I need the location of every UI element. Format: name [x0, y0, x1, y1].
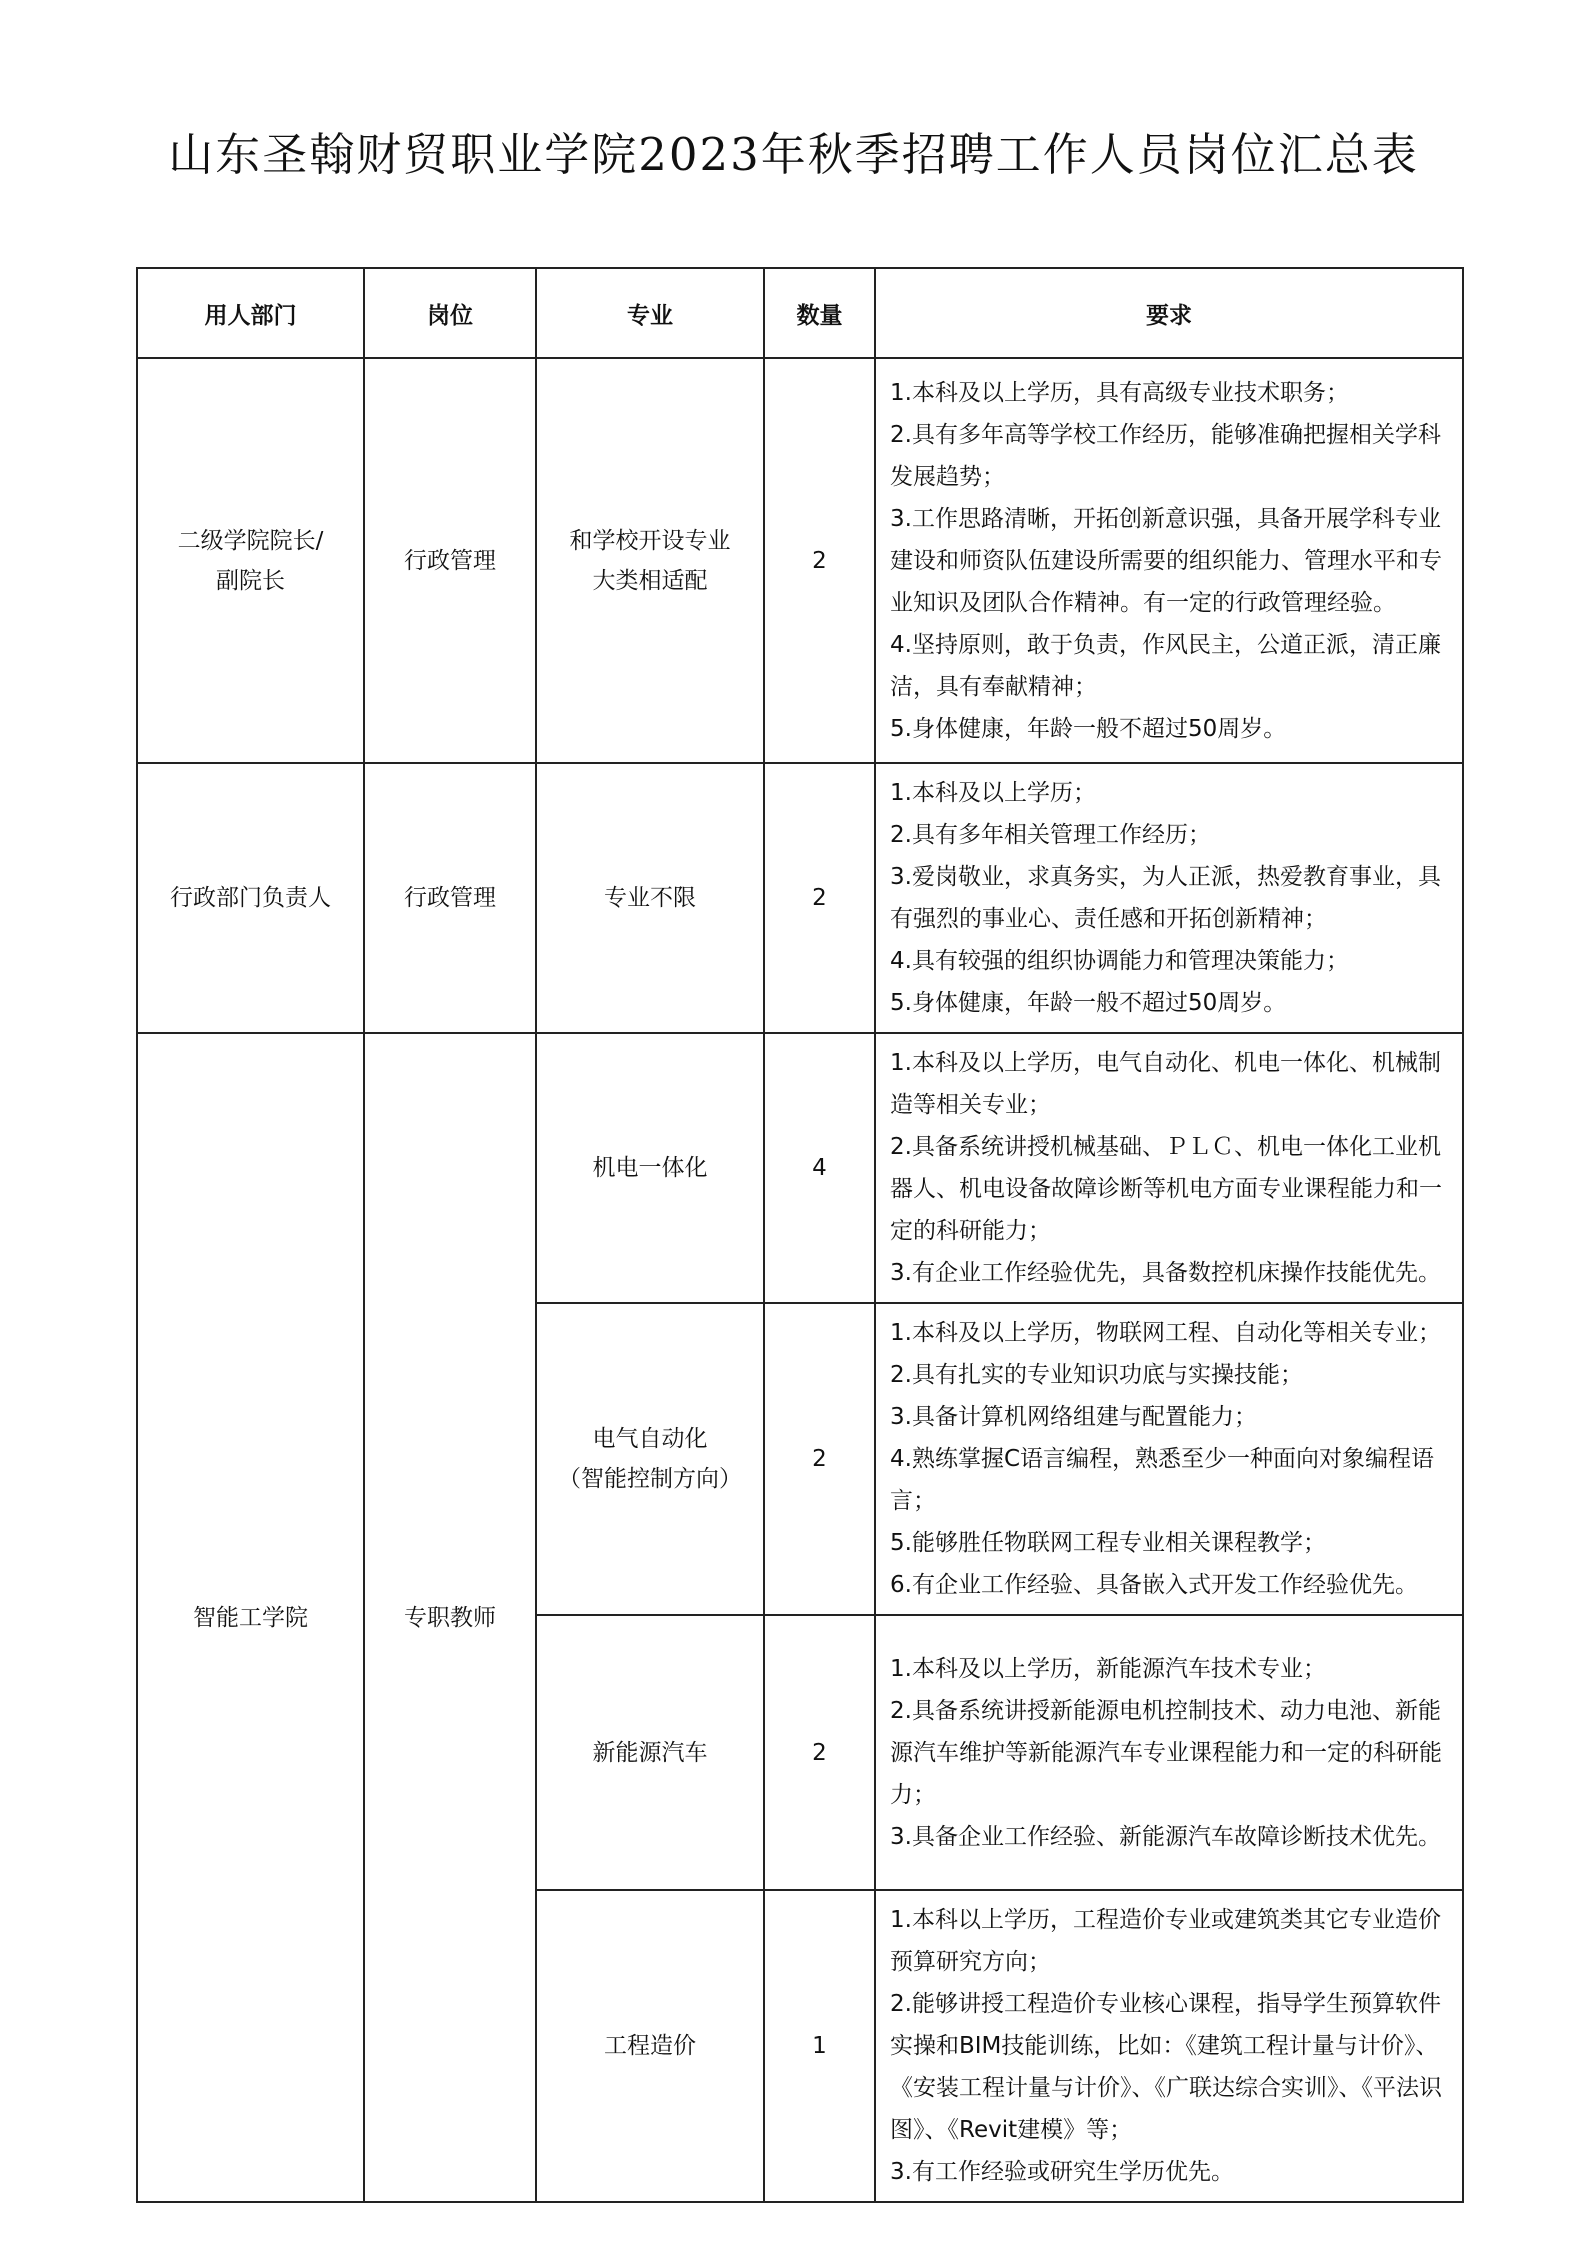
requirement-item: 2.具有多年高等学校工作经历，能够准确把握相关学科发展趋势；	[890, 421, 1441, 490]
major-cell: 新能源汽车	[536, 1615, 764, 1890]
requirement-item: 3.工作思路清晰，开拓创新意识强，具备开展学科专业建设和师资队伍建设所需要的组织能力、管理水平和专业知识及团队合作精神。有一定的行政管理经验。	[890, 505, 1442, 616]
requirement-item: 3.具备计算机网络组建与配置能力；	[890, 1404, 1257, 1430]
major-cell: 电气自动化 （智能控制方向）	[536, 1303, 764, 1615]
requirements-cell	[875, 1033, 1463, 1303]
table-row	[137, 763, 1463, 1033]
major-cell: 工程造价	[536, 1890, 764, 2202]
requirement-item: 5.身体健康，年龄一般不超过50周岁。	[890, 715, 1287, 742]
requirement-item: 2.能够讲授工程造价专业核心课程，指导学生预算软件实操和BIM技能训练，比如：《建筑工程计量与计价》、《安装工程计量与计价》、《广联达综合实训》、《平法识图》、《Revit建模》等；	[890, 1991, 1442, 2143]
requirement-item: 2.具有扎实的专业知识功底与实操技能；	[890, 1362, 1303, 1388]
table-header-row	[137, 268, 1463, 358]
requirement-item: 1.本科及以上学历，电气自动化、机电一体化、机械制造等相关专业；	[890, 1050, 1441, 1118]
major-cell: 机电一体化	[536, 1033, 764, 1303]
requirements-cell	[875, 1615, 1463, 1890]
count-cell: 2	[764, 763, 875, 1033]
requirements-cell	[875, 1890, 1463, 2202]
header-major: 专业	[536, 268, 764, 358]
requirement-item: 4.具有较强的组织协调能力和管理决策能力；	[890, 948, 1349, 974]
count-cell: 4	[764, 1033, 875, 1303]
requirement-item: 3.有企业工作经验优先，具备数控机床操作技能优先。	[890, 1260, 1441, 1286]
requirement-item: 4.坚持原则，敢于负责，作风民主，公道正派，清正廉洁，具有奉献精神；	[890, 631, 1441, 700]
page-title: 山东圣翰财贸职业学院2023年秋季招聘工作人员岗位汇总表	[168, 128, 1419, 181]
position-cell: 专职教师	[364, 1033, 536, 2202]
requirement-item: 1.本科及以上学历，物联网工程、自动化等相关专业；	[890, 1320, 1441, 1346]
requirement-item: 1.本科及以上学历，具有高级专业技术职务；	[890, 379, 1349, 406]
requirement-item: 1.本科及以上学历，新能源汽车技术专业；	[890, 1655, 1326, 1682]
requirement-item: 1.本科以上学历，工程造价专业或建筑类其它专业造价预算研究方向；	[890, 1907, 1441, 1975]
header-department: 用人部门	[137, 268, 364, 358]
count-cell: 2	[764, 1303, 875, 1615]
requirement-item: 2.具备系统讲授机械基础、ＰＬＣ、机电一体化工业机器人、机电设备故障诊断等机电方面专业课程能力和一定的科研能力；	[890, 1134, 1442, 1244]
requirement-item: 3.爱岗敬业，求真务实，为人正派，热爱教育事业，具有强烈的事业心、责任感和开拓创新精神；	[890, 864, 1441, 932]
requirement-item: 5.身体健康，年龄一般不超过50周岁。	[890, 990, 1287, 1016]
requirement-item: 3.具备企业工作经验、新能源汽车故障诊断技术优先。	[890, 1823, 1441, 1850]
table-row	[137, 1033, 1463, 1303]
department-cell: 智能工学院	[137, 1033, 364, 2202]
requirements-cell	[875, 763, 1463, 1033]
major-cell: 和学校开设专业 大类相适配	[536, 358, 764, 763]
header-requirements: 要求	[875, 268, 1463, 358]
requirement-item: 2.具有多年相关管理工作经历；	[890, 822, 1211, 848]
requirements-cell	[875, 358, 1463, 763]
department-cell: 行政部门负责人	[137, 763, 364, 1033]
requirement-item: 6.有企业工作经验、具备嵌入式开发工作经验优先。	[890, 1572, 1418, 1598]
requirement-item: 1.本科及以上学历；	[890, 780, 1096, 806]
header-count: 数量	[764, 268, 875, 358]
count-cell: 2	[764, 1615, 875, 1890]
count-cell: 2	[764, 358, 875, 763]
requirement-item: 5.能够胜任物联网工程专业相关课程教学；	[890, 1530, 1326, 1556]
requirements-cell	[875, 1303, 1463, 1615]
position-cell: 行政管理	[364, 763, 536, 1033]
table-row	[137, 358, 1463, 763]
recruitment-table	[136, 267, 1464, 2203]
requirement-item: 3.有工作经验或研究生学历优先。	[890, 2159, 1234, 2185]
department-cell: 二级学院院长/ 副院长	[137, 358, 364, 763]
requirement-item: 4.熟练掌握C语言编程，熟悉至少一种面向对象编程语言；	[890, 1446, 1435, 1514]
header-position: 岗位	[364, 268, 536, 358]
position-cell: 行政管理	[364, 358, 536, 763]
count-cell: 1	[764, 1890, 875, 2202]
major-cell: 专业不限	[536, 763, 764, 1033]
requirement-item: 2.具备系统讲授新能源电机控制技术、动力电池、新能源汽车维护等新能源汽车专业课程能力和一定的科研能力；	[890, 1697, 1442, 1808]
